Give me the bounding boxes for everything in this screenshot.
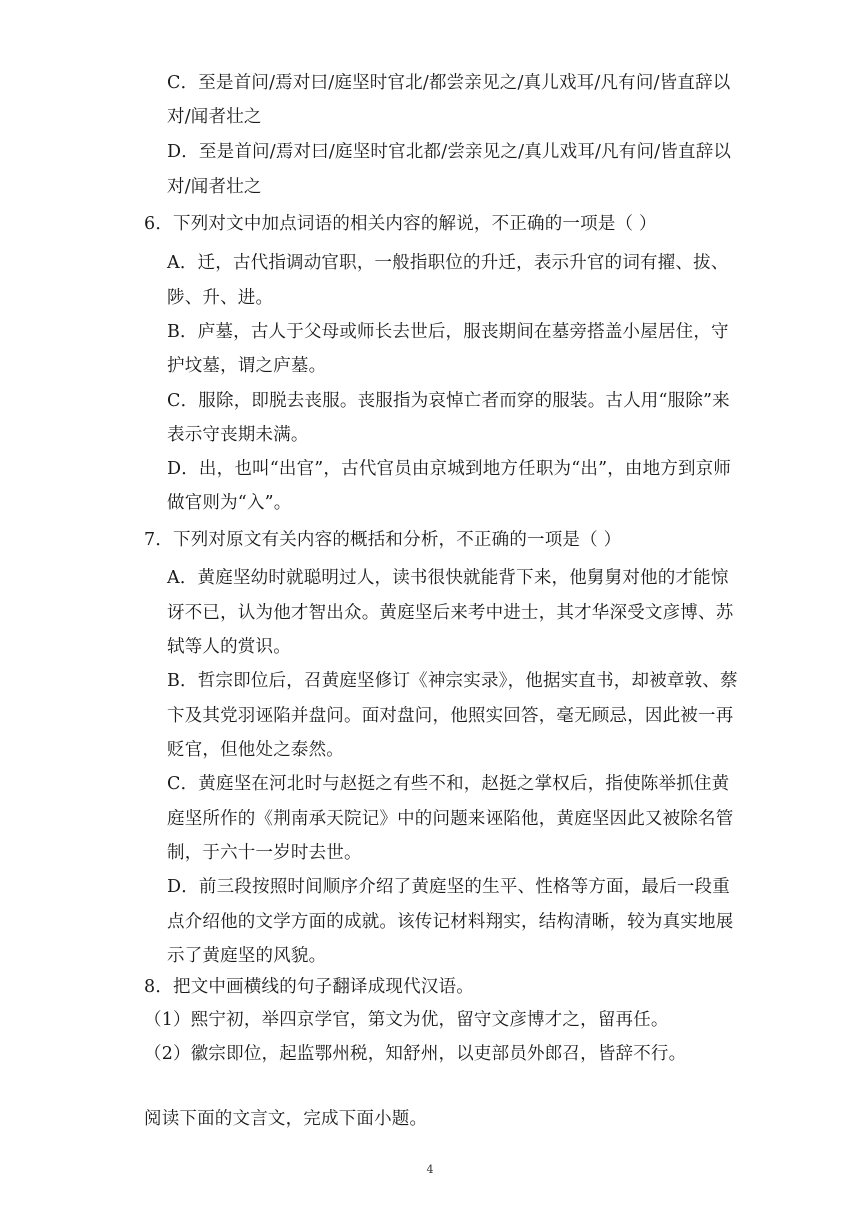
q5-option-d-line2: 对/闻者壮之 xyxy=(167,177,262,197)
q7-option-a-line3: 轼等人的赏识。 xyxy=(167,637,291,657)
q6-option-d-line1: D．出，也叫“出官”，古代官员由京城到地方任职为“出”，由地方到京师 xyxy=(167,459,732,479)
q6-option-a-line1: A．迁，古代指调动官职，一般指职位的升迁，表示升官的词有擢、拔、 xyxy=(167,253,729,273)
q6-stem: 6．下列对文中加点词语的相关内容的解说，不正确的一项是（ ） xyxy=(144,214,657,234)
q7-option-a-line2: 讶不已，认为他才智出众。黄庭坚后来考中进士，其才华深受文彦博、苏 xyxy=(167,603,734,623)
q7-option-d-line1: D．前三段按照时间顺序介绍了黄庭坚的生平、性格等方面，最后一段重 xyxy=(167,877,730,897)
q7-option-b-line1: B．哲宗即位后，召黄庭坚修订《神宗实录》，他据实直书，却被章敦、蔡 xyxy=(167,671,738,691)
q6-option-d-line2: 做官则为“入”。 xyxy=(167,493,292,513)
q7-option-c-line3: 制，于六十一岁时去世。 xyxy=(167,843,362,863)
q7-option-d-line2: 点介绍他的文学方面的成就。该传记材料翔实，结构清晰，较为真实地展 xyxy=(167,912,734,932)
q8-item-1: （1）熙宁初，举四京学官，第文为优，留守文彦博才之，留再任。 xyxy=(144,1010,669,1030)
q7-option-c-line1: C．黄庭坚在河北时与赵挺之有些不和，赵挺之掌权后，指使陈举抓住黄 xyxy=(167,774,730,794)
q6-option-a-line2: 陟、升、进。 xyxy=(167,288,274,308)
q5-option-c-line2: 对/闻者壮之 xyxy=(167,107,262,127)
q7-option-c-line2: 庭坚所作的《荆南承天院记》中的问题来诬陷他，黄庭坚因此又被除名管 xyxy=(167,809,734,829)
q7-option-d-line3: 示了黄庭坚的风貌。 xyxy=(167,946,327,966)
q6-option-b-line2: 护坟墓，谓之庐墓。 xyxy=(167,356,327,376)
q8-item-2: （2）徽宗即位，起监鄂州税，知舒州，以吏部员外郎召，皆辞不行。 xyxy=(144,1044,687,1064)
q8-stem: 8．把文中画横线的句子翻译成现代汉语。 xyxy=(144,977,474,997)
next-section-intro: 阅读下面的文言文，完成下面小题。 xyxy=(144,1109,428,1129)
q6-option-c-line1: C．服除，即脱去丧服。丧服指为哀悼亡者而穿的服装。古人用“服除”来 xyxy=(167,391,730,411)
q7-option-b-line3: 贬官，但他处之泰然。 xyxy=(167,740,344,760)
page-number: 4 xyxy=(426,1163,434,1176)
q7-option-b-line2: 卞及其党羽诬陷并盘问。面对盘问，他照实回答，毫无顾忌，因此被一再 xyxy=(167,706,734,726)
q5-option-d-line1: D．至是首问/焉对曰/庭坚时官北都/尝亲见之/真儿戏耳/凡有问/皆直辞以 xyxy=(167,142,732,162)
q5-option-c-line1: C．至是首问/焉对曰/庭坚时官北/都尝亲见之/真儿戏耳/凡有问/皆直辞以 xyxy=(167,73,731,93)
q6-option-c-line2: 表示守丧期未满。 xyxy=(167,425,309,445)
q7-stem: 7．下列对原文有关内容的概括和分析，不正确的一项是（ ） xyxy=(144,530,622,550)
q7-option-a-line1: A．黄庭坚幼时就聪明过人，读书很快就能背下来，他舅舅对他的才能惊 xyxy=(167,568,729,588)
q6-option-b-line1: B．庐墓，古人于父母或师长去世后，服丧期间在墓旁搭盖小屋居住，守 xyxy=(167,322,729,342)
